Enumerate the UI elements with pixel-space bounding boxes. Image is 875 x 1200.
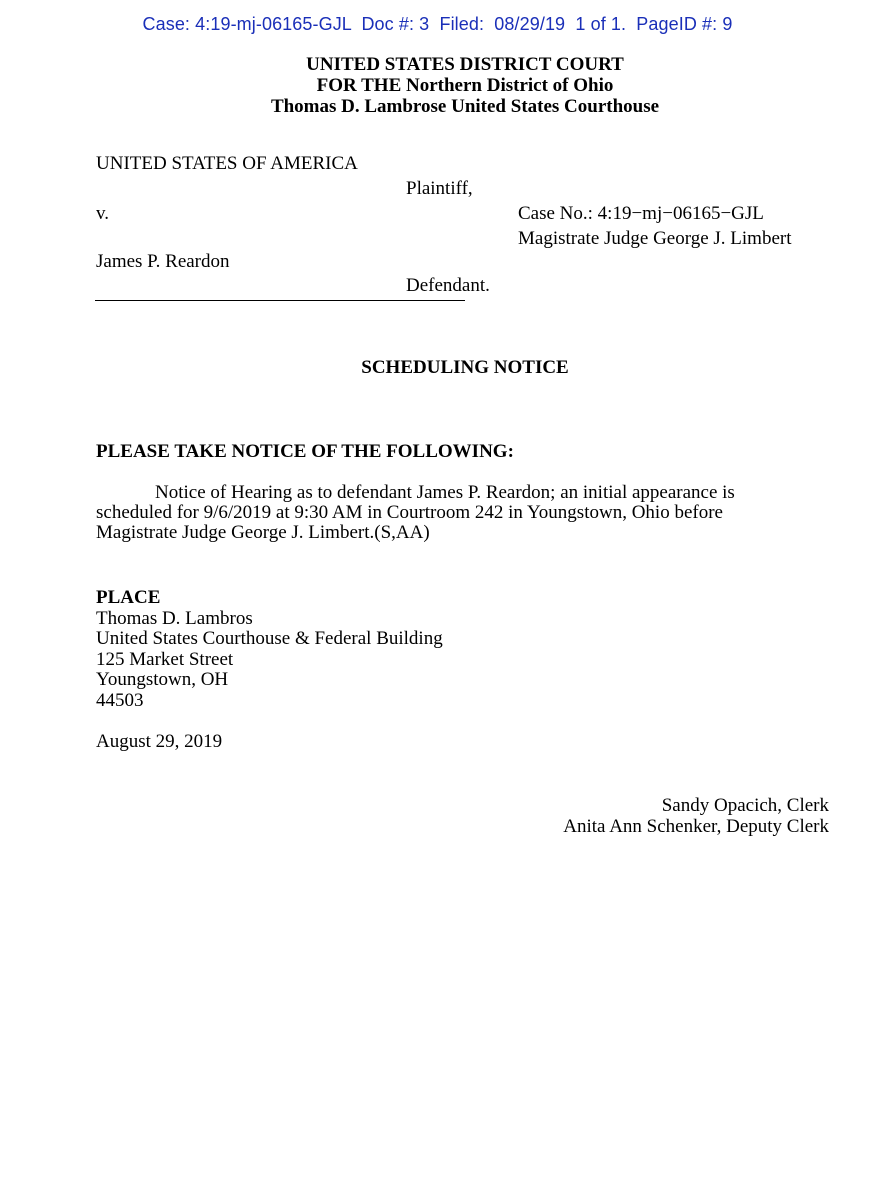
notice-body: [96, 483, 816, 543]
notice-body-line: scheduled for 9/6/2019 at 9:30 AM in Courtroom 242 in Youngstown, Ohio before: [96, 502, 723, 523]
case-number: Case No.: 4:19−mj−06165−GJL: [518, 203, 764, 224]
defendant-name: James P. Reardon: [96, 251, 230, 272]
place-block: [96, 588, 443, 711]
versus-label: v.: [96, 203, 110, 224]
case-filing-stamp: Case: 4:19-mj-06165-GJL Doc #: 3 Filed: 08/29/19 1 of 1. PageID #: 9: [142, 14, 733, 34]
notice-heading: PLEASE TAKE NOTICE OF THE FOLLOWING:: [96, 441, 514, 462]
place-street: 125 Market Street: [96, 648, 234, 670]
court-district: FOR THE Northern District of Ohio: [316, 75, 614, 96]
place-city: Youngstown, OH: [96, 669, 229, 690]
plaintiff-name: UNITED STATES OF AMERICA: [96, 153, 358, 174]
notice-body-line: Notice of Hearing as to defendant James P. Reardon; an initial appearance is: [155, 482, 735, 503]
court-name: UNITED STATES DISTRICT COURT: [306, 54, 624, 75]
place-building: Thomas D. Lambros: [96, 607, 253, 629]
notice-body-line: Magistrate Judge George J. Limbert.(S,AA): [96, 522, 430, 543]
caption-divider: [95, 300, 465, 301]
defendant-role: Defendant.: [406, 275, 490, 296]
plaintiff-role: Plaintiff,: [406, 178, 473, 199]
place-zip: 44503: [96, 689, 144, 711]
deputy-clerk-name: Anita Ann Schenker, Deputy Clerk: [563, 816, 829, 837]
signature-block: [563, 795, 829, 837]
notice-title: SCHEDULING NOTICE: [361, 357, 569, 378]
clerk-name: Sandy Opacich, Clerk: [661, 795, 829, 816]
place-label: PLACE: [96, 587, 161, 608]
place-courthouse: United States Courthouse & Federal Building: [96, 628, 443, 649]
notice-date: August 29, 2019: [96, 731, 223, 752]
magistrate-judge: Magistrate Judge George J. Limbert: [518, 228, 792, 249]
courthouse-name: Thomas D. Lambrose United States Courthouse: [270, 96, 660, 117]
court-header: [0, 54, 875, 117]
